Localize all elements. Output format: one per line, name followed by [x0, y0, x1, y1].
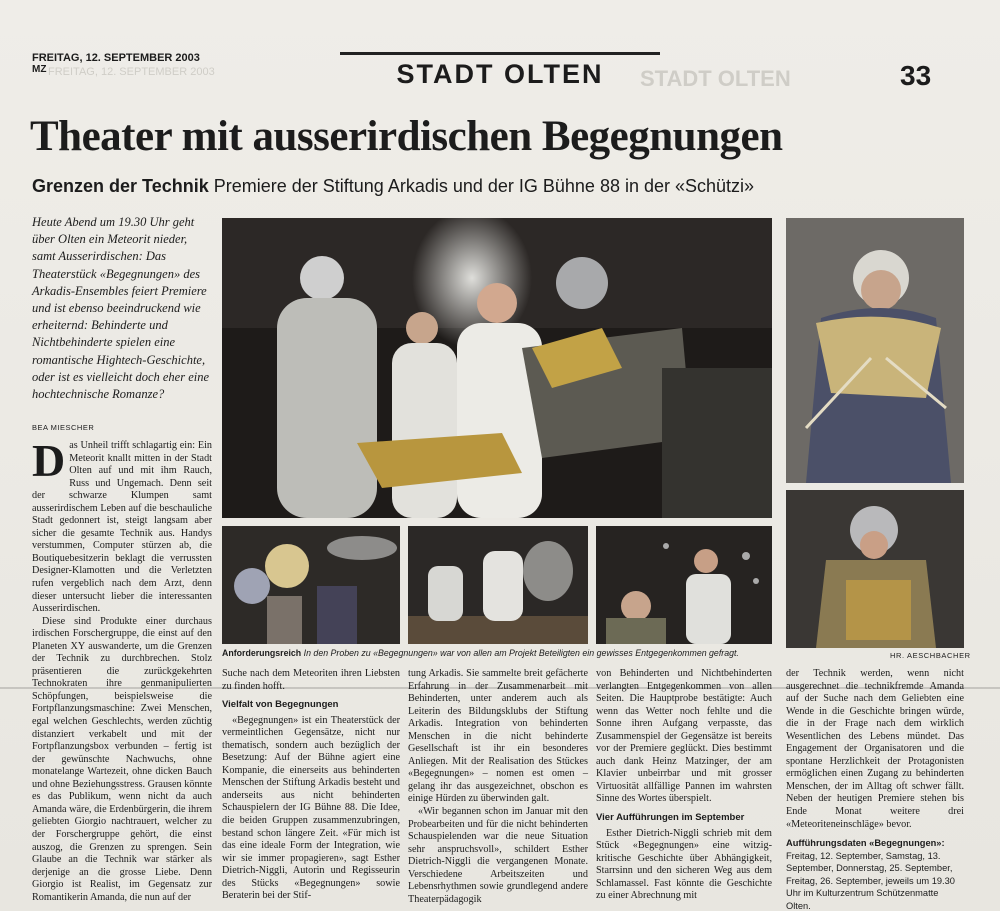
page-number: 33	[900, 60, 932, 91]
headline: Theater mit ausserirdischen Begegnungen	[30, 113, 783, 160]
knitting-photo	[786, 218, 964, 483]
alien-photo	[786, 490, 964, 648]
photo-caption	[222, 648, 822, 658]
alien-costume-image	[786, 490, 964, 648]
column-3	[408, 668, 588, 906]
paragraph: von Behinderten und Nichtbehinderten verlangten Entgegenkommen von allen Seiten. Die Hauptprobe bestätigte: Auch wenn das Wetter noch fehlte und die Sonne ihren Aufgang verpasste, das Zusammenspiel der Gegensätze ist bereits vor der Premiere geglückt. Dies bestimmt auch dank Heinz Matzinger, der am Klavier unbeirrbar und mit grosser Virtuosität allfällige Pannen im wahrsten Sinne des Wortes überspielt.	[596, 668, 772, 805]
dates-heading: Aufführungsdaten «Begegnungen»:	[786, 838, 945, 849]
subhead: Vier Aufführungen im September	[596, 812, 745, 824]
rehearsal-photo	[408, 526, 588, 644]
paragraph: der Technik werden, wenn nicht ausgerechnet die technikfremde Amanda auf der Suche nach dem Geliebten eine Wende in die Geschichte bringen würde, die in der Frage nach dem wirklich Wesentlichen des Lebens mündet. Das Engagement der Organisatoren und die spontane Herzlichkeit der Protagonisten ermöglichen einen Zugang zu behinderten Menschen, der im Alltag oft schwer fällt. Neben der heutigen Premiere stehen bis Ende Monat weitere drei «Meteoriteneinschläge» bevor.	[786, 668, 964, 830]
caption-lead: Anforderungsreich	[222, 648, 302, 658]
subhead: Vielfalt von Begegnungen	[222, 699, 339, 711]
dates-text: Freitag, 12. September, Samstag, 13. September, Donnerstag, 25. September, Freitag, 26. September, jeweils um 19.30 Uhr im Kulturzentrum Schützenmatte Olten.	[786, 850, 955, 911]
date-text: FREITAG, 12. SEPTEMBER 2003	[32, 52, 200, 64]
paragraph-text: as Unheil trifft schlagartig ein: Ein Meteorit knallt mitten in der Stadt Olten auf und mit ihm Rauch, Russ und Ungemach. Denn seit der schwarze Klumpen samt ausserirdischem Leben auf die beschauliche Stadt gedonnert ist, steigt langsam aber sicher die gesamte Technik aus. Handys verstummen, Computer stürzen ab, die Boutiquebesitzerin beklagt die verrussten Designer-Klamotten und die Verletzten rufen vergeblich nach dem Arzt, denn dieser untersucht lieber die interessanten Ausserirdischen.	[32, 440, 212, 615]
paragraph: Suche nach dem Meteoriten ihren Liebsten zu finden hofft.	[222, 668, 400, 692]
column-1	[32, 435, 212, 904]
column-2	[222, 668, 400, 903]
paragraph: «Wir begannen schon im Januar mit den Probearbeiten und für die nicht behinderten Schauspielenden war die neue Situation sehr anspruchsvoll», schildert Esther Dietrich-Niggli die vergangenen Monate. Verschiedene Arbeitszeiten und Lebensrhythmen sowie grundlegend andere Theaterpädagogik	[408, 806, 588, 905]
rehearsal-image	[408, 526, 588, 644]
paragraph	[32, 435, 212, 616]
paragraph: «Begegnungen» ist ein Theaterstück der vermeintlichen Gegensätze, nicht nur thematisch, sondern auch bezüglich der Besetzung: Auf der Bühne agiert eine Kompanie, die einerseits aus behinderten Menschen der Stiftung Arkadis besteht und anderseits aus nicht behinderten Schauspielern der IG Bühne 88. Die Idee, die beiden Gruppen zusammenzubringen, bestand schon längere Zeit. «Für mich ist das eine ideale Form der Integration, wie wir sie immer propagieren», sagt Esther Dietrich-Niggli, Autorin und Regisseurin des Stücks «Begegnungen» sowie Beraterin bei der Stif-	[222, 714, 400, 902]
main-photo	[222, 218, 772, 518]
stage-scene-image	[222, 218, 772, 518]
paragraph: tung Arkadis. Sie sammelte breit gefächerte Erfahrung in der Zusammenarbeit mit Behinderten, unter anderem auch als Leiterin des Bildungsklubs der Stiftung Arkadis. Integration von behinderten Menschen in die nicht behinderte Gesellschaft ist ihr ein besonderes Anliegen. Mit der Realisation des Stückes «Begegnungen» – nomen est omen – gelang ihr das ausgezeichnet, obschon es einige Hürden zu überwinden galt.	[408, 668, 588, 805]
dropcap: D	[32, 435, 66, 486]
kicker: Grenzen der Technik	[32, 176, 209, 196]
column-5	[786, 668, 964, 911]
ghost-date: FREITAG, 12. SEPTEMBER 2003	[48, 66, 215, 78]
photo-credit: HR. AESCHBACHER	[890, 651, 971, 660]
subheadline	[32, 176, 754, 197]
bubbles-photo	[596, 526, 772, 644]
author-byline: BEA MIESCHER	[32, 423, 95, 432]
subheadline-text: Premiere der Stiftung Arkadis und der IG Bühne 88 in der «Schützi»	[213, 176, 755, 196]
performance-dates	[786, 837, 964, 911]
paragraph: Esther Dietrich-Niggli schrieb mit dem Stück «Begegnungen» eine witzig-kritische Geschichte über Abhängigkeit, Starrsinn und den sicheren Weg aus dem Schlamassel. Fast könnte die Geschichte zu einer Abrechnung mit	[596, 827, 772, 902]
paper-code: MZ	[32, 64, 47, 75]
knitting-woman-image	[786, 218, 964, 483]
date-line	[32, 52, 200, 76]
section-title: STADT OLTEN	[340, 52, 660, 90]
caption-text: In den Proben zu «Begegnungen» war von allen am Projekt Beteiligten ein gewisses Entgegenkommen gefragt.	[303, 648, 739, 658]
lead-paragraph: Heute Abend um 19.30 Uhr geht über Olten ein Meteorit nieder, samt Ausserirdischen: Das Theaterstück «Begegnungen» des Arkadis-Ensembles feiert Premiere und ist ebenso beeindruckend wie erheiternd: Behinderte und Nichtbehinderte spielen eine romantische Hightech-Geschichte, oder ist es vielleicht doch eher eine hochtechnische Romanze?	[32, 215, 210, 402]
column-4	[596, 668, 772, 903]
sun-photo	[222, 526, 400, 644]
sun-costume-image	[222, 526, 400, 644]
paragraph: Diese sind Produkte einer durchaus irdischen Forschergruppe, die einst auf den Planeten XY auswanderte, um die Grenzen der Technik zu durchbrechen. Stolz präsentieren die zurückgekehrten Technokraten ihre genmanipulierten Schöpfungen, beispielsweise die Fortpflanzungsmaschine: Zwei Menschen, egal welchen Geschlechts, werden züchtig distanziert verkabelt und mit der Fortpflanzungsbox verbunden – fertig ist der gewünschte Nachwuchs, ohne monatelange Wartezeit, ohne dicken Bauch und ohne Beziehungsstress. Grausen könnte es das Publikum, wenn nicht da auch Amanda wäre, die Erdenbürgerin, die ihrem geliebten Giorgio nachtrauert, welcher zu der Forschergruppe gehört, die einst auszog, die Grenzen zu sprengen. Sein Glaube an die Technik war stärker als derjenige an die grosse Liebe. Denn Giorgio ist Realist, im Gegensatz zur Romantikerin Amanda, die nun auf der	[32, 615, 212, 903]
ghost-ressort: STADT OLTEN	[640, 66, 791, 91]
bubbles-image	[596, 526, 772, 644]
